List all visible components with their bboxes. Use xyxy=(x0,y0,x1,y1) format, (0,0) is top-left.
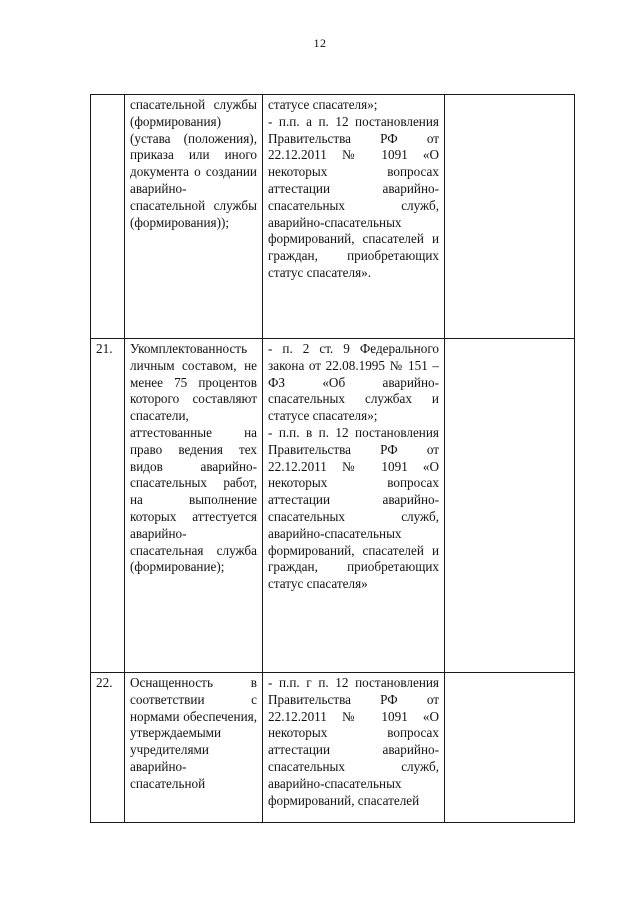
reference-text: - п.п. г п. 12 постановления Правительства РФ от 22.12.2011 № 1091 «О некоторых вопросах аттестации аварийно-спасательных служб, аварийно-спасательных формирований, спасателей xyxy=(268,675,439,808)
requirement-text: Оснащенность в соответствии с нормами обеспечения, утверждаемыми учредителями аварийно-спасательной xyxy=(130,675,257,791)
requirements-table xyxy=(90,94,575,823)
table-row xyxy=(91,339,575,673)
empty-cell xyxy=(445,95,575,339)
page-number: 12 xyxy=(313,36,327,50)
empty-cell xyxy=(445,339,575,673)
reference-text: статусе спасателя»; - п.п. а п. 12 постановления Правительства РФ от 22.12.2011 № 1091 «О некоторых вопросах аттестации аварийно-спасательных служб, аварийно-спасательных формирований, спасателей и граждан, приобретающих статус спасателя». xyxy=(268,97,439,280)
reference-cell xyxy=(263,673,445,823)
requirement-cell xyxy=(125,95,263,339)
table-row xyxy=(91,673,575,823)
requirement-text: спасательной службы (формирования) (устава (положения), приказа или иного документа о создании аварийно-спасательной службы (формирования)); xyxy=(130,97,257,230)
requirement-cell xyxy=(125,339,263,673)
row-number: 21. xyxy=(91,339,125,673)
requirement-cell xyxy=(125,673,263,823)
reference-cell xyxy=(263,339,445,673)
reference-text: - п. 2 ст. 9 Федерального закона от 22.08.1995 № 151 – ФЗ «Об аварийно-спасательных службах и статусе спасателя»; - п.п. в п. 12 постановления Правительства РФ от 22.12.2011 № 1091 «О некоторых вопросах аттестации аварийно-спасательных служб, аварийно-спасательных формирований, спасателей и граждан, приобретающих статус спасателя» xyxy=(268,341,439,592)
requirement-text: Укомплектованность личным составом, не менее 75 процентов которого составляют спасатели, аттестованные на право ведения тех видов аварийно-спасательных работ, на выполнение которых аттестуется аварийно-спасательная служба (формирование); xyxy=(130,341,257,575)
row-number xyxy=(91,95,125,339)
reference-cell xyxy=(263,95,445,339)
table-row xyxy=(91,95,575,339)
row-number: 22. xyxy=(91,673,125,823)
empty-cell xyxy=(445,673,575,823)
